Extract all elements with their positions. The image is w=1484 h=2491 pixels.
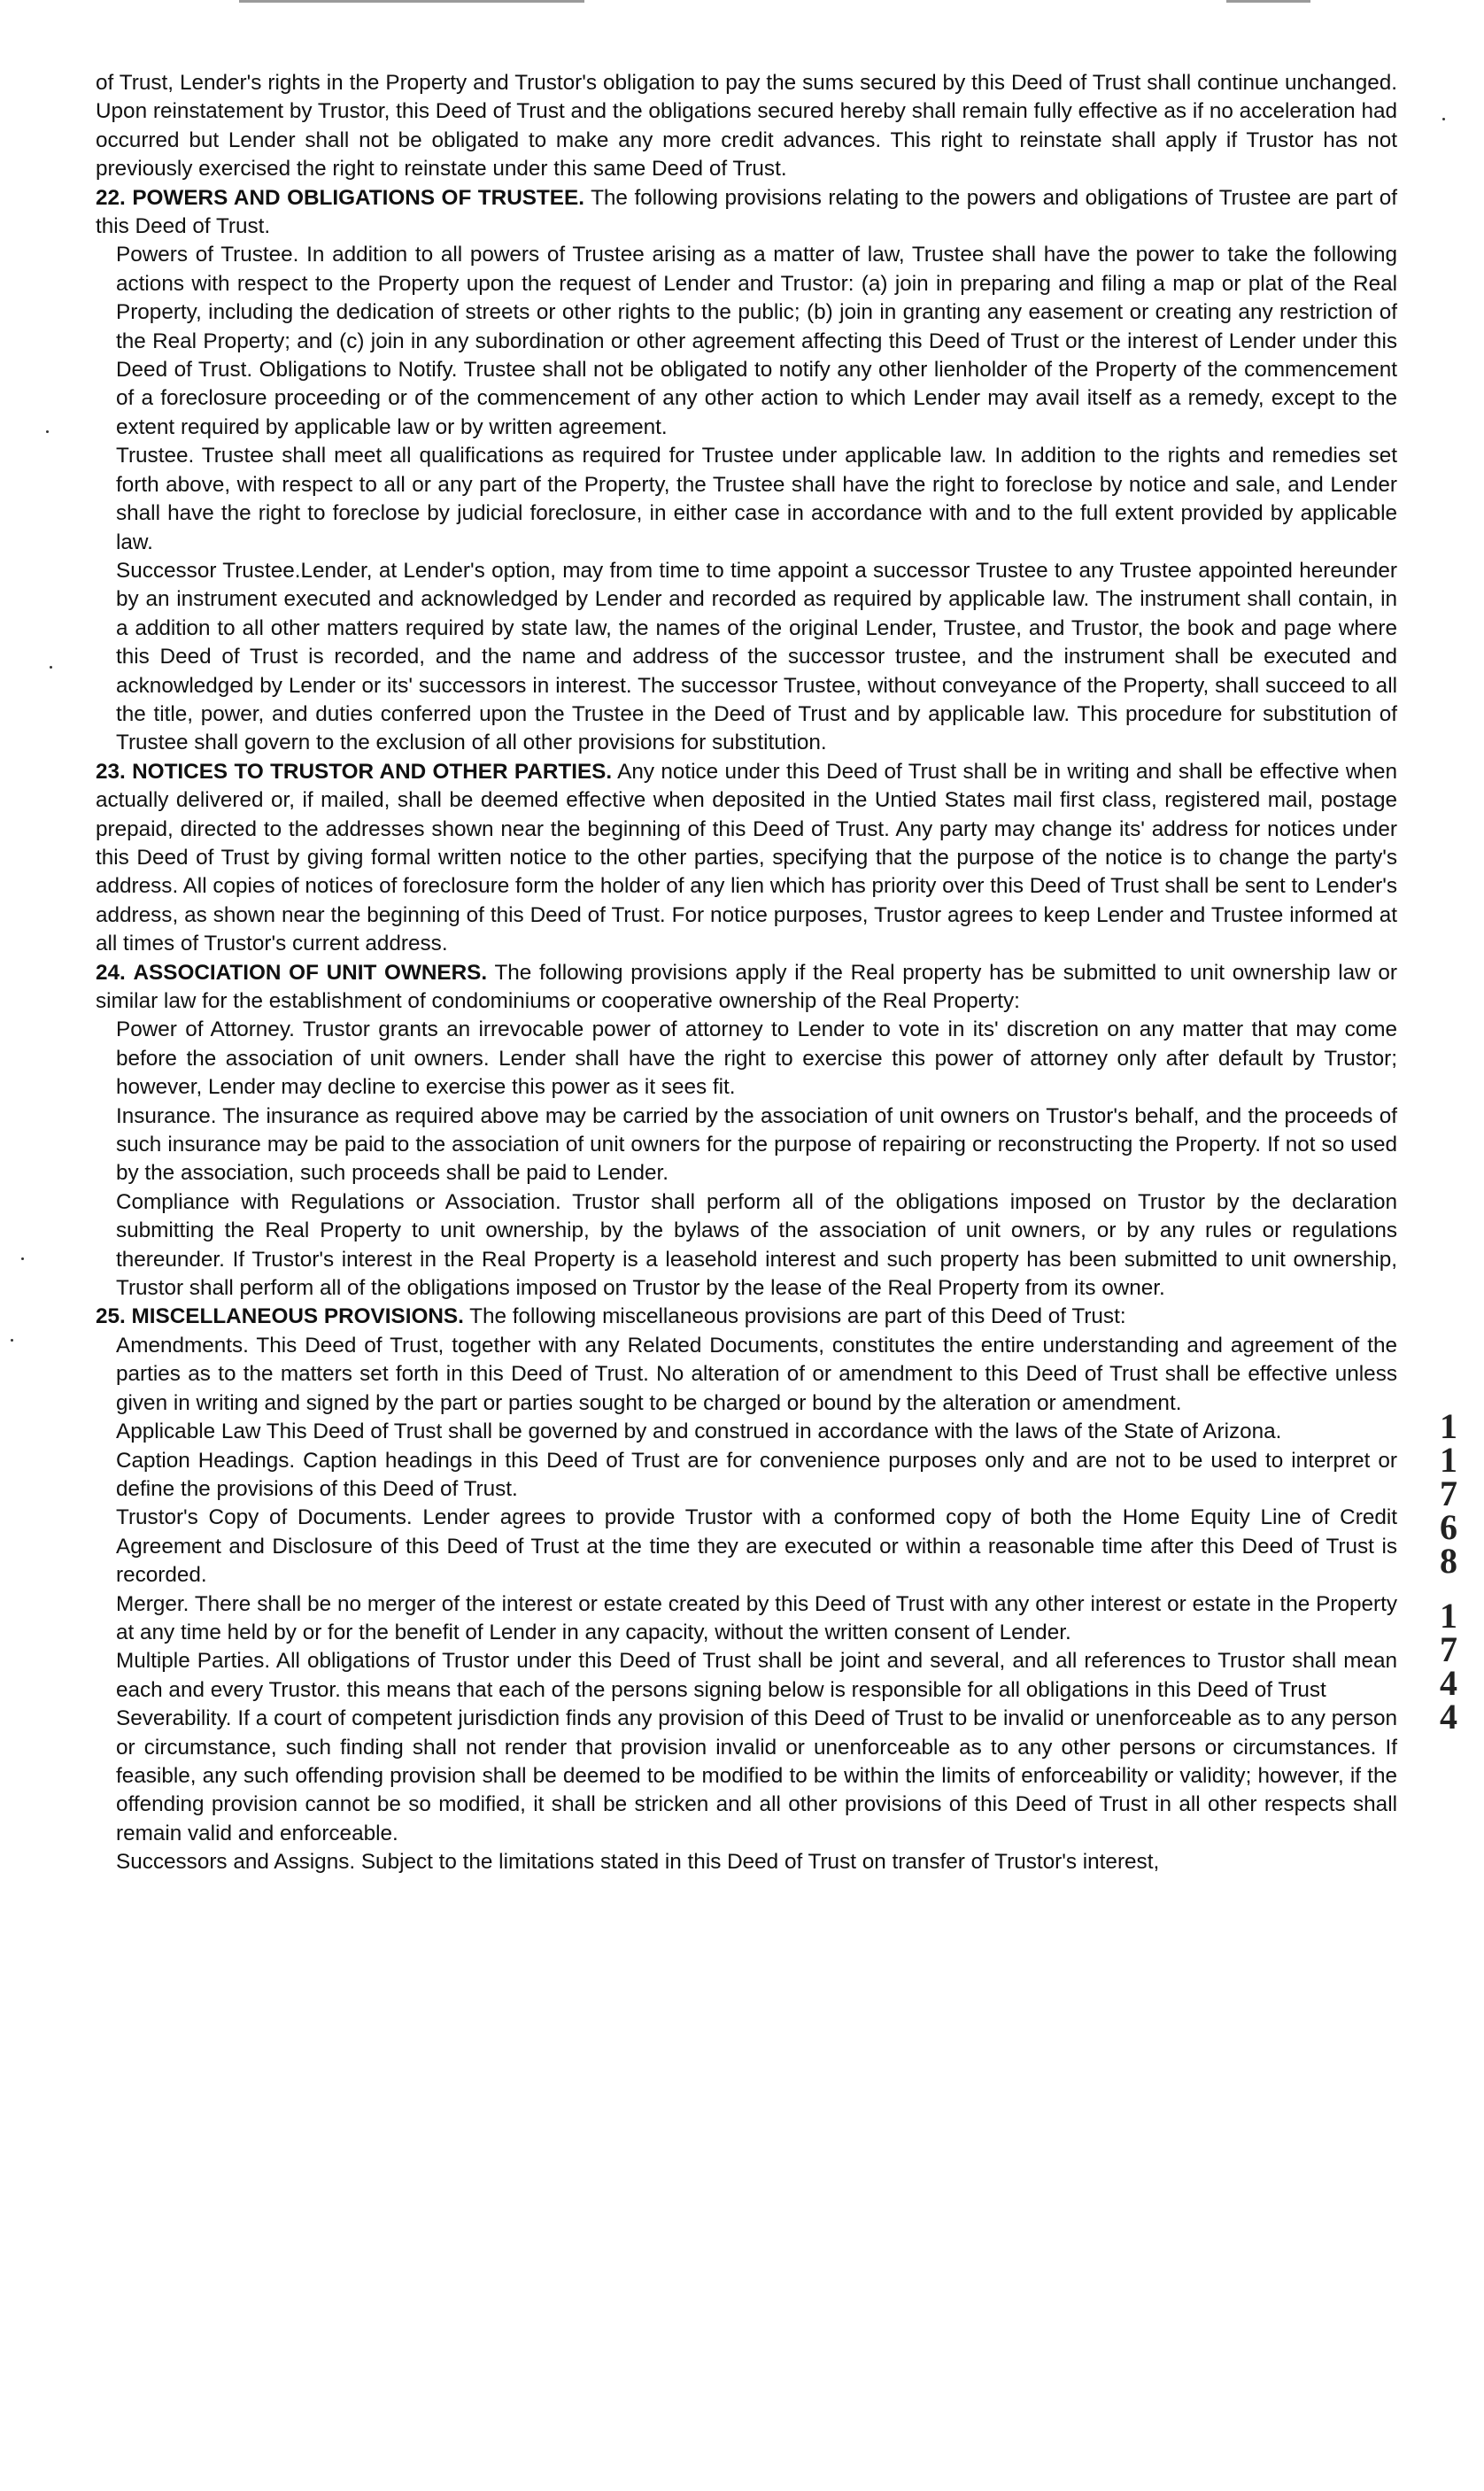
amendments-paragraph: Amendments. This Deed of Trust, together with any Related Documents, constitutes the entire understanding and agreement of the parties as to the matters set forth in this Deed of Trust. No alteration of or amendment to this Deed of Trust shall be effective unless given in writing and signed by the part or parties sought to be charged or bound by the alteration or amendment. [116, 1333, 1397, 1415]
margin-digit: 1 [1440, 1440, 1457, 1480]
powers-of-trustee-paragraph: Powers of Trustee. In addition to all powers of Trustee arising as a matter of law, Trustee shall have the power to take the following actions with respect to the Property upon the request of Lender and Trustor: (a) join in preparing and filing a map or plat of the Real Property, including the dedication of streets or other rights to the public; (b) join in granting any easement or creating any restriction of the Real Property; and (c) join in any subordination or other agreement affecting this Deed of Trust or the interest of Lender under this Deed of Trust. Obligations to Notify. Trustee shall not be obligated to notify any other lienholder of the Property of the commencement of a foreclosure proceeding or of the commencement of any other action to which Lender may avail itself as a remedy, except to the extent required by applicable law or by written agreement. [116, 243, 1397, 439]
power-of-attorney-paragraph: Power of Attorney. Trustor grants an irrevocable power of attorney to Lender to vote in its' discretion on any matter that may come before the association of unit owners. Lender shall have the right to exercise this power of attorney only after default by Trustor; however, Lender may decline to exercise this power as it sees fit. [116, 1017, 1397, 1100]
section-21-continuation: of Trust, Lender's rights in the Property and Trustor's obligation to pay the sums secured by this Deed of Trust shall continue unchanged. Upon reinstatement by Trustor, this Deed of Trust and the obligations secured hereby shall remain fully effective as if no acceleration had occurred but Lender shall not be obligated to make any more credit advances. This right to reinstate shall apply if Trustor has not previously exercised the right to reinstate under this same Deed of Trust. [96, 71, 1397, 182]
scan-edge-mark [1226, 0, 1310, 3]
insurance-paragraph: Insurance. The insurance as required above may be carried by the association of unit owners on Trustor's behalf, and the proceeds of such insurance may be paid to the association of unit owners for the purpose of repairing or reconstructing the Property. If not so used by the association, such proceeds shall be paid to Lender. [116, 1103, 1397, 1186]
section-number: 24. [96, 960, 126, 985]
section-title: ASSOCIATION OF UNIT OWNERS. [133, 960, 488, 985]
section-24-heading [96, 959, 1397, 1017]
margin-page-number [1431, 1596, 1466, 1737]
section-23-heading [96, 758, 1397, 959]
margin-digit: 4 [1440, 1663, 1457, 1703]
caption-headings-paragraph: Caption Headings. Caption headings in this Deed of Trust are for convenience purposes only and are not to be used to interpret or define the provisions of this Deed of Trust. [116, 1448, 1397, 1501]
section-title: POWERS AND OBLIGATIONS OF TRUSTEE. [132, 185, 584, 210]
scan-speck [11, 1339, 13, 1342]
section-body: Any notice under this Deed of Trust shall be in writing and shall be effective when actually delivered or, if mailed, shall be deemed effective when deposited in the Untied States mail first class, registered mail, postage prepaid, directed to the addresses shown near the beginning of this Deed of Trust. Any party may change its' address for notices under this Deed of Trust by giving formal written notice to the other parties, specifying that the purpose of the notice is to change the party's address. All copies of notices of foreclosure form the holder of any lien which has priority over this Deed of Trust shall be sent to Lender's address, as shown near the beginning of this Deed of Trust. For notice purposes, Trustor agrees to keep Lender and Trustee informed at all times of Trustor's current address. [96, 759, 1397, 956]
margin-digit: 4 [1440, 1697, 1457, 1737]
trustors-copy-paragraph: Trustor's Copy of Documents. Lender agrees to provide Trustor with a conformed copy of both the Home Equity Line of Credit Agreement and Disclosure of this Deed of Trust at the time they are executed or within a reasonable time after this Deed of Trust is recorded. [116, 1505, 1397, 1588]
multiple-parties-paragraph: Multiple Parties. All obligations of Trustor under this Deed of Trust shall be joint and several, and all references to Trustor shall mean each and every Trustor. this means that each of the persons signing below is responsible for all obligations in this Deed of Trust [116, 1649, 1397, 1702]
scan-edge-mark [239, 0, 584, 3]
section-number: 23. [96, 759, 126, 784]
section-title: MISCELLANEOUS PROVISIONS. [131, 1304, 464, 1329]
margin-recording-number [1431, 1406, 1466, 1581]
scan-speck [50, 666, 52, 669]
section-intro: The following miscellaneous provisions are part of this Deed of Trust: [469, 1304, 1126, 1329]
section-number: 22. [96, 185, 126, 210]
margin-digit: 7 [1440, 1629, 1457, 1669]
successors-and-assigns-paragraph: Successors and Assigns. Subject to the limitations stated in this Deed of Trust on transfer of Trustor's interest, [116, 1850, 1160, 1875]
section-intro: The following provisions apply if the Real property has be submitted to unit ownership law or similar law for the establishment of condominiums or cooperative ownership of the Real Property: [96, 960, 1397, 1013]
margin-digit: 1 [1440, 1596, 1457, 1636]
severability-paragraph: Severability. If a court of competent jurisdiction finds any provision of this Deed of Trust to be invalid or unenforceable as to any person or circumstance, such finding shall not render that provision invalid or unenforceable as to any other persons or circumstances. If feasible, any such offending provision shall be deemed to be modified to be within the limits of enforceability or validity; however, if the offending provision cannot be so modified, it shall be stricken and all other provisions of this Deed of Trust in all other respects shall remain valid and enforceable. [116, 1706, 1397, 1845]
margin-digit: 6 [1440, 1507, 1457, 1547]
margin-digit: 1 [1440, 1406, 1457, 1446]
applicable-law-paragraph: Applicable Law This Deed of Trust shall be governed by and construed in accordance with the laws of the State of Arizona. [116, 1420, 1282, 1444]
margin-digit: 7 [1440, 1474, 1457, 1513]
section-22-heading [96, 184, 1397, 242]
scan-speck [46, 430, 49, 433]
section-number: 25. [96, 1304, 126, 1329]
successor-trustee-paragraph: Successor Trustee.Lender, at Lender's option, may from time to time appoint a successor Trustee to any Trustee appointed hereunder by an instrument executed and acknowledged by Lender and recorded as required by applicable law. The instrument shall contain, in a addition to all other matters required by state law, the names of the original Lender, Trustee, and Trustor, the book and page where this Deed of Trust is recorded, and the name and address of the successor trustee, and the instrument shall be executed and acknowledged by Lender or its' successors in interest. The successor Trustee, without conveyance of the Property, shall succeed to all the title, power, and duties conferred upon the Trustee in the Deed of Trust and by applicable law. This procedure for substitution of Trustee shall govern to the exclusion of all other provisions for substitution. [116, 558, 1397, 755]
section-title: NOTICES TO TRUSTOR AND OTHER PARTIES. [132, 759, 613, 784]
section-intro: The following provisions relating to the powers and obligations of Trustee are part of this Deed of Trust. [96, 185, 1397, 239]
merger-paragraph: Merger. There shall be no merger of the interest or estate created by this Deed of Trust with any other interest or estate in the Property at any time held by or for the benefit of Lender in any capacity, without the written consent of Lender. [116, 1591, 1397, 1644]
compliance-paragraph: Compliance with Regulations or Association. Trustor shall perform all of the obligations imposed on Trustor by the declaration submitting the Real Property to unit ownership, by the bylaws of the association of unit owners, or by any rules or regulations thereunder. If Trustor's interest in the Real Property is a leasehold interest and such property has been submitted to unit ownership, Trustor shall perform all of the obligations imposed on Trustor by the lease of the Real Property from its owner. [116, 1189, 1397, 1301]
scan-speck [1442, 118, 1445, 120]
margin-digit: 8 [1440, 1541, 1457, 1581]
scan-speck [21, 1257, 24, 1260]
section-25-heading [96, 1303, 1397, 1331]
trustee-paragraph: Trustee. Trustee shall meet all qualifications as required for Trustee under applicable law. In addition to the rights and remedies set forth above, with respect to all or any part of the Property, the Trustee shall have the right to foreclose by notice and sale, and Lender shall have the right to foreclose by judicial foreclosure, in either case in accordance with and to the full extent provided by applicable law. [116, 444, 1397, 554]
deed-of-trust-text [96, 69, 1397, 1877]
